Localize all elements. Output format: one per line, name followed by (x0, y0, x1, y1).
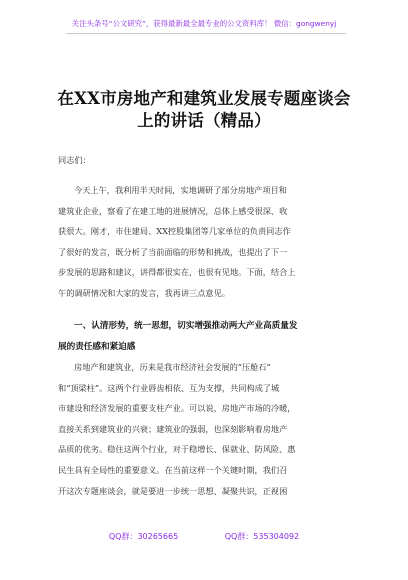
title-line: 在XX市房地产和建筑业发展专题座谈会 (57, 89, 351, 108)
salutation (58, 150, 364, 171)
paragraph-line: 市建设和经济发展的重要支柱产业。可以说，房地产市场的冷暖， (58, 403, 296, 414)
salutation-text: 同志们： (58, 155, 91, 165)
paragraph-line: 和“顶梁柱”。这两个行业唇齿相依、互为支撑，共同构成了城 (58, 382, 280, 393)
heading-line: 一、认清形势，统一思想，切实增强推动两大产业高质量发 (74, 321, 298, 331)
section-heading-1 (58, 316, 364, 357)
footer-qq-group-1: QQ群：30265665 (108, 532, 179, 541)
footer-contacts (0, 531, 408, 542)
paragraph-line: 民生具有全局性的重要意义。在当前这样一个关键时期，我们召 (58, 464, 288, 475)
paragraph-line: 午的调研情况和大家的发言，我再讲三点意见。 (58, 287, 230, 298)
paragraph-line: 今天上午，我利用半天时间，实地调研了部分房地产项目和 (74, 185, 287, 195)
document-title (30, 88, 378, 132)
paragraph-intro (58, 180, 364, 304)
title-line: 上的讲话（精品） (137, 111, 271, 130)
paragraph-line: 直接关系到建筑业的兴衰；建筑业的强弱，也深刻影响着房地产 (58, 423, 288, 434)
header-banner: 关注头条号“公文研究”，获得最新最全最专业的公文资料库！ 微信：gongwenyj (71, 19, 337, 28)
paragraph-line: 房地产和建筑业，历来是我市经济社会发展的“压舱石” (74, 362, 271, 372)
paragraph-line: 了很好的发言，既分析了当前面临的形势和挑战，也提出了下一 (58, 246, 288, 257)
paragraph-line: 建筑业企业，察看了在建工地的进展情况，总体上感受很深、收 (58, 205, 288, 216)
paragraph-line: 获很大。刚才，市住建局、XX控股集团等几家单位的负责同志作 (58, 226, 291, 237)
header-divider (66, 33, 346, 34)
footer-qq-group-2: QQ群：535304092 (224, 532, 300, 541)
paragraph-line: 品质的优劣。稳住这两个行业，对于稳增长、保就业、防风险、惠 (58, 444, 296, 455)
paragraph-line: 步发展的思路和建议，讲得都很实在，也很有见地。下面，结合上 (58, 267, 296, 278)
paragraph-line: 开这次专题座谈会，就是要进一步统一思想、凝聚共识，正视困 (58, 485, 288, 496)
heading-line: 展的责任感和紧迫感 (58, 341, 136, 352)
paragraph-section-1 (58, 357, 364, 501)
